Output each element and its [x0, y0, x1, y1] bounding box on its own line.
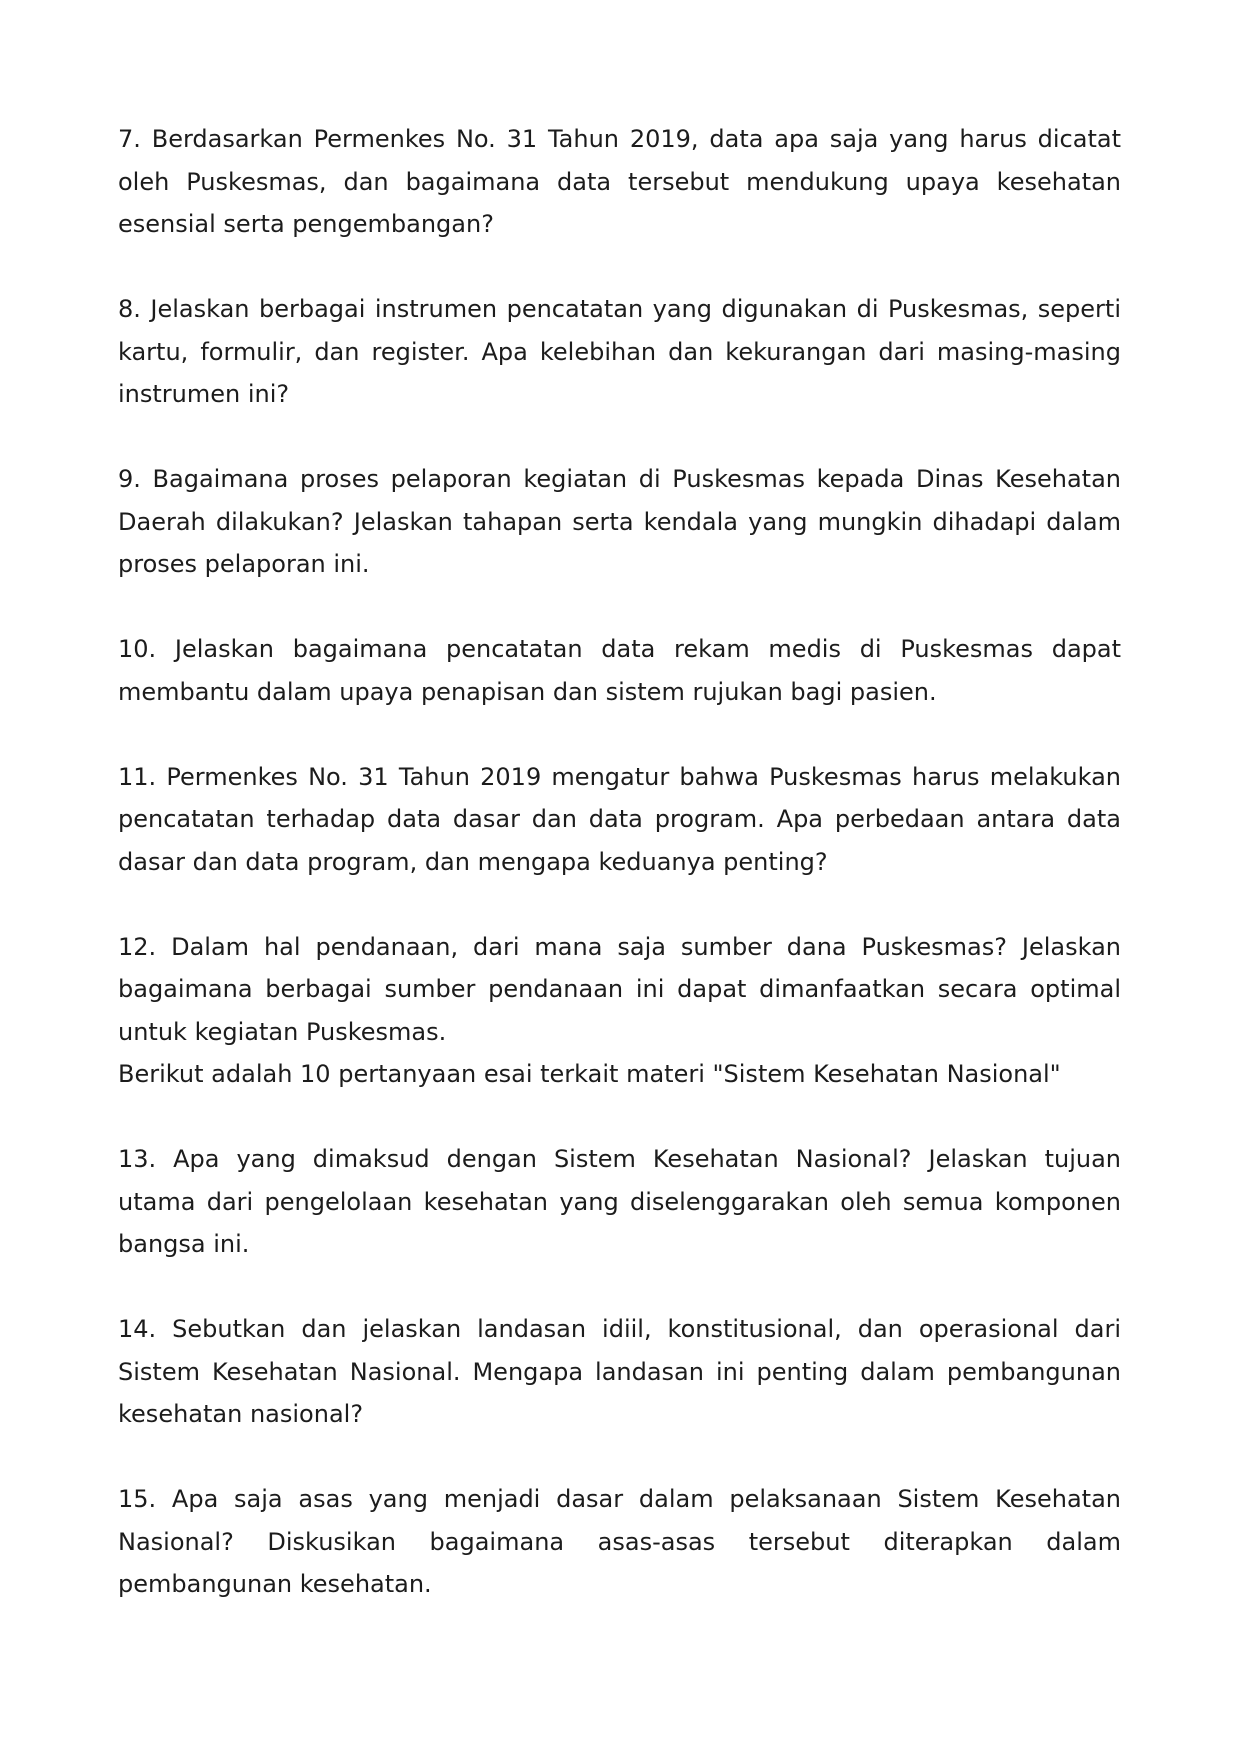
question-15: 15. Apa saja asas yang menjadi dasar dalam pelaksanaan Sistem Kesehatan Nasional? Diskusikan bagaimana asas-asas tersebut diterapkan dalam pembangunan kesehatan.: [118, 1485, 1121, 1598]
section-intro-line: Berikut adalah 10 pertanyaan esai terkait materi "Sistem Kesehatan Nasional": [118, 1060, 1061, 1088]
question-9: 9. Bagaimana proses pelaporan kegiatan di Puskesmas kepada Dinas Kesehatan Daerah dilakukan? Jelaskan tahapan serta kendala yang mungkin dihadapi dalam proses pelaporan ini.: [118, 465, 1121, 578]
question-8: 8. Jelaskan berbagai instrumen pencatatan yang digunakan di Puskesmas, seperti kartu, formulir, dan register. Apa kelebihan dan kekurangan dari masing-masing instrumen ini?: [118, 295, 1121, 408]
document-body: [118, 118, 1121, 1648]
question-10: 10. Jelaskan bagaimana pencatatan data rekam medis di Puskesmas dapat membantu dalam upaya penapisan dan sistem rujukan bagi pasien.: [118, 635, 1121, 706]
question-7: 7. Berdasarkan Permenkes No. 31 Tahun 2019, data apa saja yang harus dicatat oleh Puskesmas, dan bagaimana data tersebut mendukung upaya kesehatan esensial serta pengembangan?: [118, 125, 1121, 238]
question-11: 11. Permenkes No. 31 Tahun 2019 mengatur bahwa Puskesmas harus melakukan pencatatan terhadap data dasar dan data program. Apa perbedaan antara data dasar dan data program, dan mengapa keduanya penting?: [118, 762, 1121, 876]
question-13: 13. Apa yang dimaksud dengan Sistem Kesehatan Nasional? Jelaskan tujuan utama dari pengelolaan kesehatan yang diselenggarakan oleh semua komponen bangsa ini.: [118, 1145, 1121, 1258]
question-14: 14. Sebutkan dan jelaskan landasan idiil, konstitusional, dan operasional dari Sistem Kesehatan Nasional. Mengapa landasan ini penting dalam pembangunan kesehatan nasional?: [118, 1315, 1121, 1428]
question-12: 12. Dalam hal pendanaan, dari mana saja sumber dana Puskesmas? Jelaskan bagaimana berbagai sumber pendanaan ini dapat dimanfaatkan secara optimal untuk kegiatan Puskesmas.: [118, 932, 1121, 1046]
